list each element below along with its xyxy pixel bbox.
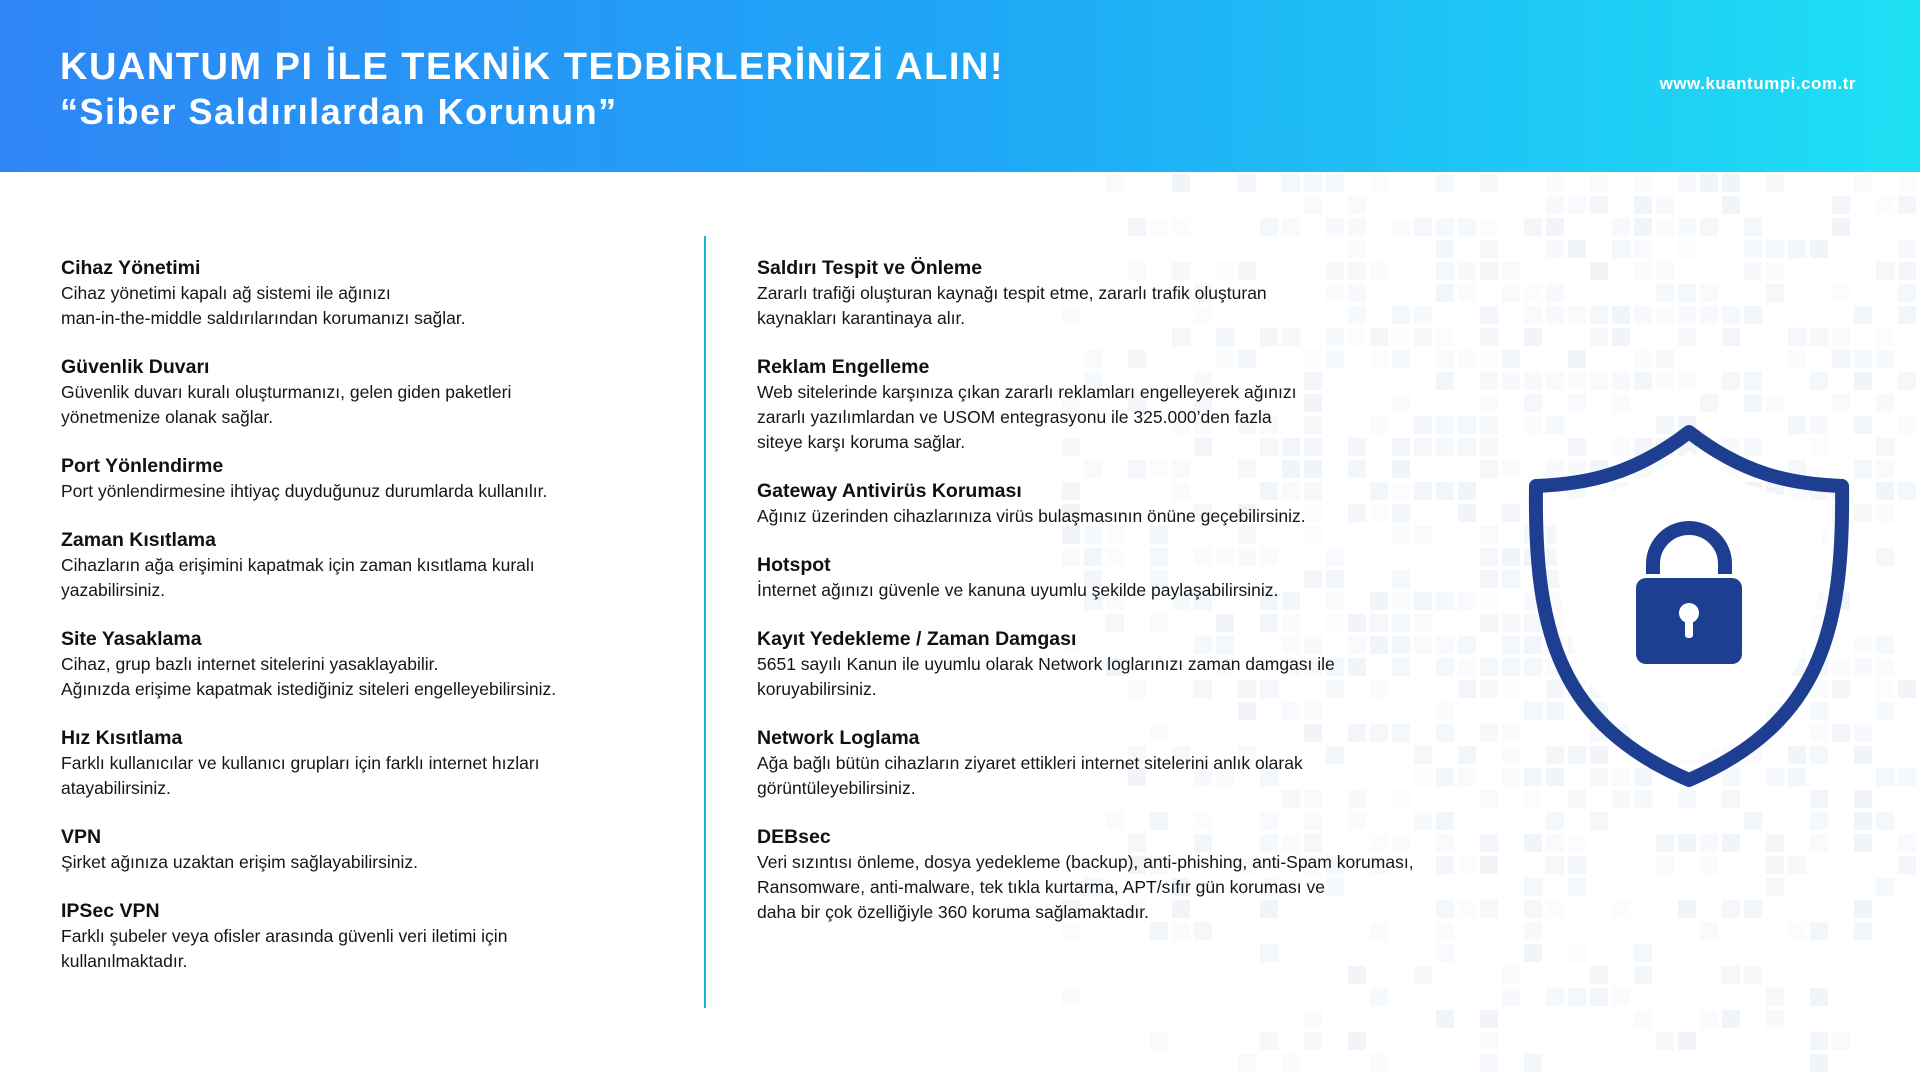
grid-cell	[1788, 350, 1806, 368]
grid-cell	[1876, 504, 1894, 522]
grid-cell	[1634, 350, 1652, 368]
grid-cell	[1656, 372, 1674, 390]
feature-description	[757, 504, 1557, 529]
grid-cell	[1810, 372, 1828, 390]
grid-cell	[1854, 350, 1872, 368]
grid-cell	[1656, 350, 1674, 368]
feature-description	[757, 751, 1557, 801]
grid-cell	[1304, 1010, 1322, 1028]
grid-cell	[1744, 394, 1762, 412]
grid-cell	[1282, 218, 1300, 236]
grid-cell	[1678, 328, 1696, 346]
feature-title: Hotspot	[757, 554, 831, 576]
grid-cell	[1898, 306, 1916, 324]
grid-cell	[1898, 834, 1916, 852]
feature-description	[61, 553, 681, 603]
grid-cell	[1436, 174, 1454, 192]
grid-cell	[1722, 1010, 1740, 1028]
grid-cell	[1854, 460, 1872, 478]
grid-cell	[1612, 900, 1630, 918]
grid-cell	[1568, 834, 1586, 852]
grid-cell	[1612, 988, 1630, 1006]
feature-item	[757, 726, 1557, 801]
grid-cell	[1370, 1054, 1388, 1072]
grid-cell	[1876, 262, 1894, 280]
grid-cell	[1568, 306, 1586, 324]
grid-cell	[1876, 548, 1894, 566]
grid-cell	[1634, 174, 1652, 192]
grid-cell	[1832, 284, 1850, 302]
grid-cell	[1568, 394, 1586, 412]
feature-item	[757, 355, 1557, 455]
grid-cell	[1612, 790, 1630, 808]
grid-cell	[1832, 394, 1850, 412]
grid-cell	[1282, 174, 1300, 192]
grid-cell	[1568, 856, 1586, 874]
features-left-column	[61, 256, 681, 998]
feature-title: DEBsec	[757, 826, 831, 848]
header-banner	[0, 0, 1920, 172]
grid-cell	[1876, 460, 1894, 478]
grid-cell	[1568, 240, 1586, 258]
grid-cell	[1656, 284, 1674, 302]
grid-cell	[1810, 328, 1828, 346]
grid-cell	[1326, 218, 1344, 236]
grid-cell	[1898, 284, 1916, 302]
grid-cell	[1612, 394, 1630, 412]
grid-cell	[1876, 350, 1894, 368]
grid-cell	[1634, 1010, 1652, 1028]
feature-description	[61, 380, 681, 430]
feature-item	[61, 627, 681, 702]
feature-description-line: man-in-the-middle saldırılarından korumanızı sağlar.	[61, 308, 466, 328]
grid-cell	[1810, 240, 1828, 258]
feature-description-line: Farklı şubeler veya ofisler arasında güvenli veri iletimi için	[61, 926, 508, 946]
grid-cell	[1832, 196, 1850, 214]
feature-title: Zaman Kısıtlama	[61, 529, 216, 551]
grid-cell	[1788, 922, 1806, 940]
feature-item	[757, 256, 1557, 331]
grid-cell	[1546, 988, 1564, 1006]
grid-cell	[1744, 240, 1762, 258]
grid-cell	[1898, 262, 1916, 280]
grid-cell	[1480, 218, 1498, 236]
grid-cell	[1810, 1032, 1828, 1050]
feature-description-line: Cihaz, grup bazlı internet sitelerini yasaklayabilir.	[61, 654, 439, 674]
grid-cell	[1678, 240, 1696, 258]
grid-cell	[1678, 1032, 1696, 1050]
grid-cell	[1766, 878, 1784, 896]
grid-cell	[1524, 218, 1542, 236]
grid-cell	[1766, 240, 1784, 258]
feature-description-line: yönetmenize olanak sağlar.	[61, 407, 274, 427]
grid-cell	[1260, 1032, 1278, 1050]
grid-cell	[1634, 196, 1652, 214]
grid-cell	[1700, 284, 1718, 302]
feature-description	[61, 924, 681, 974]
grid-cell	[1612, 306, 1630, 324]
grid-cell	[1238, 174, 1256, 192]
grid-cell	[1128, 218, 1146, 236]
grid-cell	[1898, 174, 1916, 192]
grid-cell	[1722, 834, 1740, 852]
grid-cell	[1898, 240, 1916, 258]
feature-description-line: 5651 sayılı Kanun ile uyumlu olarak Network loglarınızı zaman damgası ile	[757, 654, 1335, 674]
grid-cell	[1700, 306, 1718, 324]
feature-description	[757, 850, 1557, 925]
grid-cell	[1436, 1010, 1454, 1028]
grid-cell	[1744, 812, 1762, 830]
grid-cell	[1590, 174, 1608, 192]
grid-cell	[1832, 218, 1850, 236]
grid-cell	[1106, 174, 1124, 192]
grid-cell	[1766, 834, 1784, 852]
grid-cell	[1678, 306, 1696, 324]
feature-item	[61, 256, 681, 331]
grid-cell	[1172, 218, 1190, 236]
grid-cell	[1876, 812, 1894, 830]
grid-cell	[1854, 372, 1872, 390]
grid-cell	[1854, 724, 1872, 742]
grid-cell	[1700, 834, 1718, 852]
grid-cell	[1568, 372, 1586, 390]
grid-cell	[1810, 790, 1828, 808]
grid-cell	[1854, 636, 1872, 654]
grid-cell	[1656, 196, 1674, 214]
feature-item	[61, 355, 681, 430]
feature-description-line: Ağınızda erişime kapatmak istediğiniz siteleri engelleyebilirsiniz.	[61, 679, 557, 699]
feature-title: Kayıt Yedekleme / Zaman Damgası	[757, 628, 1077, 650]
grid-cell	[1634, 944, 1652, 962]
grid-cell	[1766, 988, 1784, 1006]
grid-cell	[1348, 1032, 1366, 1050]
feature-description	[61, 850, 681, 875]
grid-cell	[1590, 372, 1608, 390]
feature-description-line: Ağınız üzerinden cihazlarınıza virüs bulaşmasının önüne geçebilirsiniz.	[757, 506, 1306, 526]
grid-cell	[1392, 218, 1410, 236]
feature-description-line: yazabilirsiniz.	[61, 580, 166, 600]
feature-title: IPSec VPN	[61, 900, 160, 922]
grid-cell	[1348, 218, 1366, 236]
feature-item	[757, 553, 1557, 603]
column-divider	[704, 236, 706, 1008]
feature-description-line: Web sitelerinde karşınıza çıkan zararlı reklamları engelleyerek ağınızı	[757, 382, 1297, 402]
grid-cell	[1612, 218, 1630, 236]
grid-cell	[1810, 922, 1828, 940]
grid-cell	[1700, 922, 1718, 940]
feature-description-line: kullanılmaktadır.	[61, 951, 188, 971]
feature-description-line: kaynakları karantinaya alır.	[757, 308, 966, 328]
feature-description-line: siteye karşı koruma sağlar.	[757, 432, 966, 452]
grid-cell	[1898, 680, 1916, 698]
grid-cell	[1854, 658, 1872, 676]
grid-cell	[1480, 174, 1498, 192]
grid-cell	[1766, 856, 1784, 874]
grid-cell	[1524, 1054, 1542, 1072]
grid-cell	[1810, 812, 1828, 830]
grid-cell	[1590, 306, 1608, 324]
grid-cell	[1678, 790, 1696, 808]
grid-cell	[1766, 174, 1784, 192]
feature-description	[61, 281, 681, 331]
feature-description-line: görüntüleyebilirsiniz.	[757, 778, 916, 798]
grid-cell	[1876, 636, 1894, 654]
grid-cell	[1722, 372, 1740, 390]
grid-cell	[1546, 196, 1564, 214]
grid-cell	[1700, 174, 1718, 192]
grid-cell	[1172, 174, 1190, 192]
grid-cell	[1854, 746, 1872, 764]
feature-description-line: Cihaz yönetimi kapalı ağ sistemi ile ağınızı	[61, 283, 391, 303]
grid-cell	[1502, 988, 1520, 1006]
grid-cell	[1656, 306, 1674, 324]
grid-cell	[1634, 306, 1652, 324]
grid-cell	[1546, 174, 1564, 192]
grid-cell	[1766, 394, 1784, 412]
grid-cell	[1502, 966, 1520, 984]
grid-cell	[1898, 482, 1916, 500]
grid-cell	[1722, 328, 1740, 346]
feature-item	[757, 479, 1557, 529]
grid-cell	[1832, 328, 1850, 346]
grid-cell	[1634, 262, 1652, 280]
grid-cell	[1876, 878, 1894, 896]
grid-cell	[1568, 944, 1586, 962]
grid-cell	[1700, 394, 1718, 412]
feature-item	[61, 825, 681, 875]
feature-title: Site Yasaklama	[61, 628, 202, 650]
grid-cell	[1458, 218, 1476, 236]
grid-cell	[1722, 174, 1740, 192]
grid-cell	[1854, 834, 1872, 852]
feature-description-line: Veri sızıntısı önleme, dosya yedekleme (backup), anti-phishing, anti-Spam koruması,	[757, 852, 1414, 872]
feature-item	[61, 528, 681, 603]
grid-cell	[1766, 262, 1784, 280]
grid-cell	[1678, 284, 1696, 302]
grid-cell	[1810, 834, 1828, 852]
grid-cell	[1744, 306, 1762, 324]
feature-title: Network Loglama	[757, 727, 920, 749]
grid-cell	[1744, 900, 1762, 918]
grid-cell	[1348, 196, 1366, 214]
grid-cell	[1678, 218, 1696, 236]
grid-cell	[1832, 350, 1850, 368]
grid-cell	[1656, 834, 1674, 852]
grid-cell	[1568, 878, 1586, 896]
grid-cell	[1876, 328, 1894, 346]
feature-description-line: zararlı yazılımlardan ve USOM entegrasyonu ile 325.000’den fazla	[757, 407, 1272, 427]
grid-cell	[1876, 438, 1894, 456]
grid-cell	[1590, 812, 1608, 830]
grid-cell	[1370, 174, 1388, 192]
grid-cell	[1898, 768, 1916, 786]
grid-cell	[1898, 416, 1916, 434]
grid-cell	[1546, 218, 1564, 236]
grid-cell	[1700, 218, 1718, 236]
grid-cell	[1788, 328, 1806, 346]
grid-cell	[1062, 988, 1080, 1006]
grid-cell	[1436, 218, 1454, 236]
website-url[interactable]: www.kuantumpi.com.tr	[1659, 74, 1856, 93]
grid-cell	[1788, 856, 1806, 874]
feature-description-line: Ağa bağlı bütün cihazların ziyaret ettikleri internet sitelerini anlık olarak	[757, 753, 1303, 773]
grid-cell	[1854, 504, 1872, 522]
grid-cell	[1414, 218, 1432, 236]
feature-item	[61, 726, 681, 801]
grid-cell	[1744, 372, 1762, 390]
grid-cell	[1722, 790, 1740, 808]
grid-cell	[1678, 372, 1696, 390]
grid-cell	[1898, 196, 1916, 214]
grid-cell	[1656, 262, 1674, 280]
feature-description	[61, 652, 681, 702]
grid-cell	[1304, 196, 1322, 214]
feature-description-line: Şirket ağınıza uzaktan erişim sağlayabilirsiniz.	[61, 852, 418, 872]
grid-cell	[1480, 1054, 1498, 1072]
grid-cell	[1700, 1010, 1718, 1028]
feature-title: Güvenlik Duvarı	[61, 356, 210, 378]
grid-cell	[1634, 790, 1652, 808]
feature-description-line: İnternet ağınızı güvenle ve kanuna uyumlu şekilde paylaşabilirsiniz.	[757, 580, 1279, 600]
grid-cell	[1722, 196, 1740, 214]
feature-description-line: Port yönlendirmesine ihtiyaç duyduğunuz durumlarda kullanılır.	[61, 481, 548, 501]
feature-description-line: daha bir çok özelliğiyle 360 koruma sağlamaktadır.	[757, 902, 1150, 922]
grid-cell	[1590, 328, 1608, 346]
feature-description	[61, 479, 681, 504]
grid-cell	[1634, 966, 1652, 984]
grid-cell	[1260, 218, 1278, 236]
grid-cell	[1854, 922, 1872, 940]
feature-title: VPN	[61, 826, 102, 848]
grid-cell	[1282, 1054, 1300, 1072]
grid-cell	[1612, 372, 1630, 390]
feature-title: Cihaz Yönetimi	[61, 257, 201, 279]
grid-cell	[1656, 218, 1674, 236]
grid-cell	[1854, 790, 1872, 808]
grid-cell	[1480, 1010, 1498, 1028]
grid-cell	[1744, 262, 1762, 280]
grid-cell	[1634, 240, 1652, 258]
feature-title: Port Yönlendirme	[61, 455, 224, 477]
grid-cell	[1898, 856, 1916, 874]
grid-cell	[1568, 350, 1586, 368]
grid-cell	[1854, 306, 1872, 324]
grid-cell	[1744, 966, 1762, 984]
grid-cell	[1414, 966, 1432, 984]
features-right-column	[757, 256, 1557, 949]
grid-cell	[1304, 1032, 1322, 1050]
grid-cell	[1590, 966, 1608, 984]
feature-description	[757, 578, 1557, 603]
grid-cell	[1876, 702, 1894, 720]
grid-cell	[1700, 856, 1718, 874]
feature-description-line: Ransomware, anti-malware, tek tıkla kurtarma, APT/sıfır gün koruması ve	[757, 877, 1325, 897]
grid-cell	[1656, 856, 1674, 874]
feature-title: Gateway Antivirüs Koruması	[757, 480, 1022, 502]
grid-cell	[1612, 240, 1630, 258]
feature-description-line: Güvenlik duvarı kuralı oluşturmanızı, gelen giden paketleri	[61, 382, 512, 402]
grid-cell	[1876, 658, 1894, 676]
grid-cell	[1744, 218, 1762, 236]
feature-item	[61, 454, 681, 504]
page-title: KUANTUM PI İLE TEKNİK TEDBİRLERİNİZİ ALIN!	[60, 46, 1004, 88]
grid-cell	[1854, 900, 1872, 918]
grid-cell	[1854, 416, 1872, 434]
feature-title: Hız Kısıtlama	[61, 727, 183, 749]
grid-cell	[1876, 394, 1894, 412]
grid-cell	[1348, 966, 1366, 984]
grid-cell	[1590, 988, 1608, 1006]
grid-cell	[1304, 174, 1322, 192]
grid-cell	[1876, 768, 1894, 786]
grid-cell	[1766, 1010, 1784, 1028]
grid-cell	[1722, 966, 1740, 984]
grid-cell	[1876, 196, 1894, 214]
feature-description-line: Cihazların ağa erişimini kapatmak için zaman kısıtlama kuralı	[61, 555, 535, 575]
shield-lock-icon	[1528, 424, 1850, 788]
grid-cell	[1854, 174, 1872, 192]
feature-title: Saldırı Tespit ve Önleme	[757, 257, 983, 279]
feature-description-line: Zararlı trafiği oluşturan kaynağı tespit etme, zararlı trafik oluşturan	[757, 283, 1267, 303]
feature-description-line: koruyabilirsiniz.	[757, 679, 877, 699]
grid-cell	[1612, 328, 1630, 346]
grid-cell	[1370, 988, 1388, 1006]
feature-description	[757, 652, 1557, 702]
grid-cell	[1150, 218, 1168, 236]
feature-title: Reklam Engelleme	[757, 356, 930, 378]
grid-cell	[1568, 988, 1586, 1006]
grid-cell	[1238, 1054, 1256, 1072]
grid-cell	[1788, 240, 1806, 258]
grid-cell	[1590, 196, 1608, 214]
feature-description-line: Farklı kullanıcılar ve kullanıcı grupları için farklı internet hızları	[61, 753, 540, 773]
feature-item	[757, 627, 1557, 702]
feature-item	[757, 825, 1557, 925]
feature-description	[757, 281, 1557, 331]
grid-cell	[1766, 284, 1784, 302]
grid-cell	[1568, 196, 1586, 214]
grid-cell	[1150, 1032, 1168, 1050]
grid-cell	[1326, 174, 1344, 192]
grid-cell	[1590, 262, 1608, 280]
grid-cell	[1722, 900, 1740, 918]
grid-cell	[1898, 372, 1916, 390]
grid-cell	[1876, 482, 1894, 500]
feature-description	[61, 751, 681, 801]
grid-cell	[1678, 174, 1696, 192]
page-subtitle: “Siber Saldırılardan Korunun”	[60, 91, 618, 132]
grid-cell	[1722, 306, 1740, 324]
grid-cell	[1810, 988, 1828, 1006]
grid-cell	[1480, 1032, 1498, 1050]
feature-description	[757, 380, 1557, 455]
grid-cell	[1678, 900, 1696, 918]
grid-cell	[1678, 834, 1696, 852]
feature-description-line: atayabilirsiniz.	[61, 778, 171, 798]
grid-cell	[1568, 790, 1586, 808]
grid-cell	[1832, 1032, 1850, 1050]
grid-cell	[1854, 812, 1872, 830]
grid-cell	[1656, 1032, 1674, 1050]
grid-cell	[1634, 218, 1652, 236]
feature-item	[61, 899, 681, 974]
grid-cell	[1810, 1054, 1828, 1072]
grid-cell	[1876, 680, 1894, 698]
grid-cell	[1634, 372, 1652, 390]
